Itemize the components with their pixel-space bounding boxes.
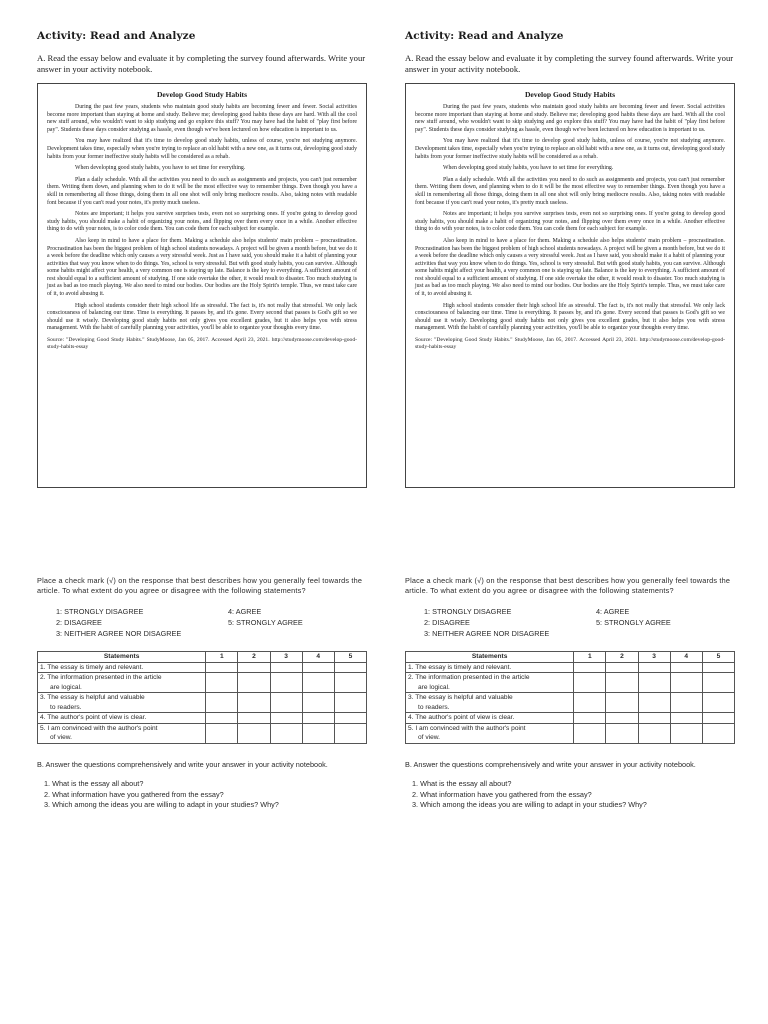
- essay-title: Develop Good Study Habits: [156, 90, 248, 99]
- essay-paragraph: You may have realized that it's time to develop good study habits, unless of course, you're not studying anymore. Development takes time, especially when you're trying to replace an old habit with a new one, as it turns out, developing good study habits from your former ineffective study habits will be considered as a rehab.: [47, 138, 357, 160]
- statement-cell: [406, 723, 574, 743]
- header-1: 1: [206, 652, 238, 663]
- rating-cell[interactable]: [606, 662, 638, 673]
- header-5: 5: [702, 652, 734, 663]
- question-item: 1. What is the essay all about?: [44, 779, 144, 789]
- statement-cell: [38, 662, 206, 673]
- essay-paragraph: Plan a daily schedule. With all the activities you need to do such as assignments and projects, you can't just remember them. Writing them down, and planning when to do it will be the most effective way to remember things. Even though you have a skill in remembering all those things, doing them in all one shot will only bring mediocre results. Also, taking notes with readable font because if you can't read your notes, it's pretty much useless.: [415, 176, 725, 206]
- rating-scale: [424, 607, 735, 639]
- header-2: 2: [238, 652, 270, 663]
- rating-cell[interactable]: [302, 662, 334, 673]
- essay-title: Develop Good Study Habits: [524, 90, 616, 99]
- instruction-b: B. Answer the questions comprehensively and write your answer in your activity notebook.: [37, 759, 328, 769]
- statement-text: 1. The essay is timely and relevant.: [408, 663, 512, 671]
- rating-cell[interactable]: [606, 723, 638, 743]
- header-3: 3: [638, 652, 670, 663]
- rating-cell[interactable]: [702, 713, 734, 724]
- statement-text: 1. The essay is timely and relevant.: [40, 663, 144, 671]
- essay-source: Source: "Developing Good Study Habits." StudyMoose, Jan 05, 2017. Accessed April 23, 2021. http://studymoose.com/develop-good-study-habits-essay: [415, 337, 725, 351]
- rating-cell[interactable]: [302, 693, 334, 713]
- statement-text-cont: to readers.: [418, 703, 450, 711]
- survey-table: [37, 651, 367, 744]
- table-row: [38, 673, 367, 693]
- rating-cell[interactable]: [670, 723, 702, 743]
- rating-cell[interactable]: [270, 713, 302, 724]
- header-4: 4: [302, 652, 334, 663]
- rating-cell[interactable]: [670, 693, 702, 713]
- rating-cell[interactable]: [670, 662, 702, 673]
- rating-cell[interactable]: [638, 693, 670, 713]
- rating-cell[interactable]: [702, 693, 734, 713]
- scale-2: 2: DISAGREE: [424, 618, 470, 628]
- rating-cell[interactable]: [206, 693, 238, 713]
- table-row: [38, 662, 367, 673]
- rating-cell[interactable]: [606, 693, 638, 713]
- activity-section: [405, 30, 735, 488]
- statement-text-cont: are logical.: [418, 683, 450, 691]
- rating-cell[interactable]: [702, 662, 734, 673]
- table-row: [406, 693, 735, 713]
- essay-paragraph: During the past few years, students who maintain good study habits are becoming fewer and fewer. Social activities become more important than staying at home and study. Believe me; developing good habits these days are hard. With all the cool new stuff around, who wouldn't want to skip studying and go explore this stuff? You may have had the habit of "play first before pay". Students these days consider studying as hassle, even though we've been lectured on how education is important to us.: [47, 104, 357, 133]
- table-row: [38, 723, 367, 743]
- header-2: 2: [606, 652, 638, 663]
- essay-paragraph: You may have realized that it's time to develop good study habits, unless of course, you're not studying anymore. Development takes time, especially when you're trying to replace an old habit with a new one, as it turns out, developing good study habits from your former ineffective study habits will be considered as a rehab.: [415, 138, 725, 160]
- statement-text-cont: are logical.: [50, 683, 82, 691]
- survey-table: [405, 651, 735, 744]
- rating-cell[interactable]: [270, 693, 302, 713]
- check-instruction: Place a check mark (√) on the response that best describes how you generally feel towards the article. To what extent do you agree or disagree with the following statements?: [37, 576, 363, 595]
- rating-cell[interactable]: [702, 723, 734, 743]
- statement-text: 5. I am convinced with the author's point: [408, 724, 526, 732]
- essay-paragraph: When developing good study habits, you have to set time for everything.: [75, 165, 246, 172]
- rating-cell[interactable]: [302, 673, 334, 693]
- essay-box: [37, 83, 367, 488]
- scale-3: 3: NEITHER AGREE NOR DISAGREE: [56, 629, 182, 639]
- table-row: [406, 723, 735, 743]
- rating-cell[interactable]: [702, 673, 734, 693]
- rating-cell[interactable]: [638, 662, 670, 673]
- survey-section: [405, 576, 735, 811]
- rating-cell[interactable]: [606, 713, 638, 724]
- survey-section: [37, 576, 367, 811]
- header-statements: Statements: [406, 652, 574, 663]
- question-item: 3. Which among the ideas you are willing to adapt in your studies? Why?: [44, 800, 279, 810]
- essay-paragraph: Plan a daily schedule. With all the activities you need to do such as assignments and projects, you can't just remember them. Writing them down, and planning when to do it will be the most effective way to remember things. Even though you have a skill in remembering all those things, doing them in all one shot will only bring mediocre results. Also, taking notes with readable font because if you can't read your notes, it's pretty much useless.: [47, 176, 357, 206]
- statement-cell: [38, 673, 206, 693]
- essay-paragraph: When developing good study habits, you have to set time for everything.: [443, 165, 614, 172]
- question-item: 3. Which among the ideas you are willing to adapt in your studies? Why?: [412, 800, 647, 810]
- essay-paragraph: Notes are important; it helps you survive surprises tests, even not so surprising ones. If you're going to develop good study habits, you should make a habit of organizing your notes, and flipping over them every once in a while. Another effective thing to do with your notes, is to color code them. You can code them for each subject for example.: [415, 211, 725, 233]
- statement-cell: [38, 713, 206, 724]
- header-4: 4: [670, 652, 702, 663]
- statement-cell: [38, 723, 206, 743]
- statement-text: 3. The essay is helpful and valuable: [408, 694, 513, 702]
- question-item: 2. What information have you gathered from the essay?: [44, 789, 224, 799]
- scale-1: 1: STRONGLY DISAGREE: [56, 607, 144, 617]
- rating-cell[interactable]: [574, 673, 606, 693]
- rating-cell[interactable]: [206, 723, 238, 743]
- rating-cell[interactable]: [334, 713, 366, 724]
- statement-text: 3. The essay is helpful and valuable: [40, 694, 145, 702]
- header-5: 5: [334, 652, 366, 663]
- rating-cell[interactable]: [238, 662, 270, 673]
- scale-1: 1: STRONGLY DISAGREE: [424, 607, 512, 617]
- rating-cell[interactable]: [206, 662, 238, 673]
- rating-scale: [56, 607, 367, 639]
- rating-cell[interactable]: [574, 723, 606, 743]
- question-item: 1. What is the essay all about?: [412, 779, 512, 789]
- rating-cell[interactable]: [638, 723, 670, 743]
- header-1: 1: [574, 652, 606, 663]
- rating-cell[interactable]: [638, 673, 670, 693]
- rating-cell[interactable]: [334, 662, 366, 673]
- rating-cell[interactable]: [302, 713, 334, 724]
- question-list: [412, 779, 735, 811]
- rating-cell[interactable]: [670, 673, 702, 693]
- essay-paragraph: High school students consider their high school life as stressful. The fact is, it's not really that stressful. We only lack consciousness of balancing our time. Time is everything. It passes by, and it's gone. Every second that passes is God's gift so we should use it wisely. Developing good study habits not only gives you excellent grades, but it also helps you with stress management. With the habit of carefully planning your activities, you'll be able to organize your thoughts every time.: [415, 302, 725, 332]
- statement-text: 2. The information presented in the article: [408, 674, 530, 682]
- rating-cell[interactable]: [270, 662, 302, 673]
- instruction-b: B. Answer the questions comprehensively and write your answer in your activity notebook.: [405, 759, 696, 769]
- rating-cell[interactable]: [334, 723, 366, 743]
- rating-cell[interactable]: [302, 723, 334, 743]
- rating-cell[interactable]: [270, 723, 302, 743]
- statement-text-cont: of view.: [50, 734, 72, 742]
- header-3: 3: [270, 652, 302, 663]
- rating-cell[interactable]: [270, 673, 302, 693]
- activity-title: Activity: Read and Analyze: [37, 30, 196, 42]
- activity-title: Activity: Read and Analyze: [405, 30, 564, 42]
- rating-cell[interactable]: [574, 662, 606, 673]
- statement-text-cont: to readers.: [50, 703, 82, 711]
- statement-cell: [406, 662, 574, 673]
- instruction-a: A. Read the essay below and evaluate it by completing the survey found afterwards. Write your answer in your activity notebook.: [405, 53, 734, 74]
- statement-cell: [406, 713, 574, 724]
- table-row: [406, 673, 735, 693]
- statement-text: 4. The author's point of view is clear.: [408, 714, 515, 722]
- scale-4: 4: AGREE: [228, 607, 262, 617]
- essay-paragraph: During the past few years, students who maintain good study habits are becoming fewer and fewer. Social activities become more important than staying at home and study. Believe me; developing good habits these days are hard. With all the cool new stuff around, who wouldn't want to skip studying and go explore this stuff? You may have had the habit of "play first before pay". Students these days consider studying as hassle, even though we've been lectured on how education is important to us.: [415, 104, 725, 133]
- statement-text: 2. The information presented in the article: [40, 674, 162, 682]
- scale-2: 2: DISAGREE: [56, 618, 102, 628]
- statement-text: 5. I am convinced with the author's point: [40, 724, 158, 732]
- activity-section: [37, 30, 367, 488]
- rating-cell[interactable]: [334, 693, 366, 713]
- rating-cell[interactable]: [238, 693, 270, 713]
- essay-source: Source: "Developing Good Study Habits." StudyMoose, Jan 05, 2017. Accessed April 23, 2021. http://studymoose.com/develop-good-study-habits-essay: [47, 337, 357, 351]
- rating-cell[interactable]: [638, 713, 670, 724]
- question-list: [44, 779, 367, 811]
- rating-cell[interactable]: [238, 673, 270, 693]
- check-instruction: Place a check mark (√) on the response that best describes how you generally feel towards the article. To what extent do you agree or disagree with the following statements?: [405, 576, 731, 595]
- statement-cell: [406, 673, 574, 693]
- table-header: [406, 652, 735, 663]
- rating-cell[interactable]: [574, 693, 606, 713]
- statement-text: 4. The author's point of view is clear.: [40, 714, 147, 722]
- statement-cell: [38, 693, 206, 713]
- header-statements: Statements: [38, 652, 206, 663]
- rating-cell[interactable]: [206, 673, 238, 693]
- statement-cell: [406, 693, 574, 713]
- table-row: [406, 713, 735, 724]
- essay-paragraph: Notes are important; it helps you survive surprises tests, even not so surprising ones. If you're going to develop good study habits, you should make a habit of organizing your notes, and flipping over them every once in a while. Another effective thing to do with your notes, is to color code them. You can code them for each subject for example.: [47, 211, 357, 233]
- rating-cell[interactable]: [574, 713, 606, 724]
- scale-3: 3: NEITHER AGREE NOR DISAGREE: [424, 629, 550, 639]
- rating-cell[interactable]: [670, 713, 702, 724]
- question-item: 2. What information have you gathered from the essay?: [412, 789, 592, 799]
- table-header: [38, 652, 367, 663]
- instruction-a: A. Read the essay below and evaluate it by completing the survey found afterwards. Write your answer in your activity notebook.: [37, 53, 366, 74]
- scale-5: 5: STRONGLY AGREE: [228, 618, 303, 628]
- rating-cell[interactable]: [334, 673, 366, 693]
- rating-cell[interactable]: [238, 723, 270, 743]
- scale-5: 5: STRONGLY AGREE: [596, 618, 671, 628]
- essay-paragraph: Also keep in mind to have a place for them. Making a schedule also helps students' main problem – procrastination. Procrastination has been the biggest problem of high school students nowadays. A project will be given a month before, but we do it a week before the deadline which only causes a very stressful week. Just as I have said, you should make it a habit of planning your activities that way you know when to do things. Yes, school is very stressful. But with good study habits, you can survive. Although some habits might affect your health, a very common one is staying up late. Balance is the key to everything. A sufficient amount of rest should equal to a sufficient amount of studying. If one side overtake the other, it would result to disaster. Too much studying is just as bad as too much playing. We also need to mind our bodies. Our bodies are the Holy Spirit's temple. Thus, we must take care of it, to avoid abusing it.: [415, 237, 725, 298]
- essay-paragraph: Also keep in mind to have a place for them. Making a schedule also helps students' main problem – procrastination. Procrastination has been the biggest problem of high school students nowadays. A project will be given a month before, but we do it a week before the deadline which only causes a very stressful week. Just as I have said, you should make it a habit of planning your activities that way you know when to do things. Yes, school is very stressful. But with good study habits, you can survive. Although some habits might affect your health, a very common one is staying up late. Balance is the key to everything. A sufficient amount of rest should equal to a sufficient amount of studying. If one side overtake the other, it would result to disaster. Too much studying is just as bad as too much playing. We also need to mind our bodies. Our bodies are the Holy Spirit's temple. Thus, we must take care of it, to avoid abusing it.: [47, 237, 357, 298]
- rating-cell[interactable]: [238, 713, 270, 724]
- rating-cell[interactable]: [606, 673, 638, 693]
- statement-text-cont: of view.: [418, 734, 440, 742]
- table-row: [38, 713, 367, 724]
- scale-4: 4: AGREE: [596, 607, 630, 617]
- table-row: [38, 693, 367, 713]
- essay-paragraph: High school students consider their high school life as stressful. The fact is, it's not really that stressful. We only lack consciousness of balancing our time. Time is everything. It passes by, and it's gone. Every second that passes is God's gift so we should use it wisely. Developing good study habits not only gives you excellent grades, but it also helps you with stress management. With the habit of carefully planning your activities, you'll be able to organize your thoughts every time.: [47, 302, 357, 332]
- table-row: [406, 662, 735, 673]
- rating-cell[interactable]: [206, 713, 238, 724]
- essay-box: [405, 83, 735, 488]
